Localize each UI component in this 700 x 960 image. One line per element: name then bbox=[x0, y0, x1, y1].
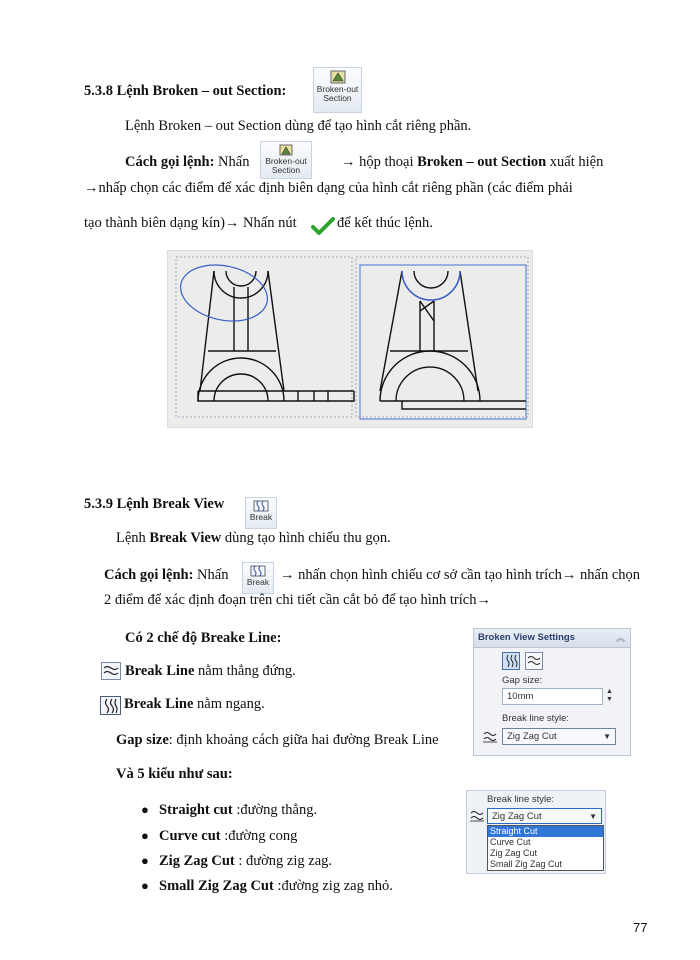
checkmark-icon[interactable] bbox=[311, 216, 335, 236]
option-zig-zag-cut[interactable]: Zig Zag Cut bbox=[490, 848, 538, 858]
section-538-call-rest: → hộp thoại Broken – out Section xuất hiện bbox=[341, 154, 604, 170]
gap-size-input[interactable]: 10mm bbox=[502, 688, 603, 705]
broken-out-section-figure bbox=[167, 250, 533, 428]
list-item-curve-cut: Curve cut :đường cong bbox=[159, 828, 298, 844]
break-toolbar-button[interactable]: Break bbox=[245, 497, 277, 529]
break-line-style-icon bbox=[469, 808, 485, 824]
section-538-call: Cách gọi lệnh: Nhấn bbox=[125, 154, 250, 170]
panel-header: Broken View Settings ︽ bbox=[474, 629, 630, 648]
list-item-straight-cut: Straight cut :đường thẳng. bbox=[159, 802, 318, 818]
chevron-down-icon: ▼ bbox=[603, 732, 611, 741]
broken-out-section-icon bbox=[330, 70, 346, 84]
break-view-icon bbox=[250, 565, 266, 577]
bullet: ● bbox=[141, 828, 149, 843]
break-line-vertical-icon[interactable] bbox=[101, 662, 121, 680]
mode-2: Break Line nằm ngang. bbox=[124, 696, 265, 712]
option-curve-cut[interactable]: Curve Cut bbox=[490, 837, 531, 847]
break-view-icon bbox=[253, 500, 269, 512]
bullet: ● bbox=[141, 878, 149, 893]
section-539-heading: 5.3.9 Lệnh Break View bbox=[84, 496, 225, 512]
collapse-icon[interactable]: ︽ bbox=[615, 633, 625, 643]
break-line-style-select-open[interactable]: Zig Zag Cut ▼ bbox=[487, 808, 602, 824]
gap-size-text: Gap size: định khoảng cách giữa hai đường Break Line bbox=[116, 732, 439, 748]
broken-out-section-toolbar-button-inline[interactable]: Broken-out Section bbox=[260, 141, 312, 179]
break-line-horizontal-toggle[interactable] bbox=[502, 652, 520, 670]
chevron-down-icon: ▼ bbox=[589, 812, 597, 821]
break-line-vertical-toggle[interactable] bbox=[525, 652, 543, 670]
cad-drawing bbox=[168, 251, 532, 427]
styles-heading: Và 5 kiểu như sau: bbox=[116, 766, 233, 782]
section-538-heading: 5.3.8 Lệnh Broken – out Section: bbox=[84, 83, 287, 99]
break-line-horizontal-icon[interactable] bbox=[100, 696, 121, 715]
break-line-style-dropdown-panel: Break line style: Zig Zag Cut ▼ Straight Cut Curve Cut Zig Zag Cut Small Zig Zag Cut bbox=[466, 790, 606, 874]
bullet: ● bbox=[141, 802, 149, 817]
section-538-line3: tạo thành biên dạng kín)→ Nhấn nút bbox=[84, 215, 297, 231]
list-item-small-zig-zag-cut: Small Zig Zag Cut :đường zig zag nhỏ. bbox=[159, 878, 393, 894]
option-small-zig-zag-cut[interactable]: Small Zig Zag Cut bbox=[490, 859, 563, 869]
section-539-line2: 2 điểm để xác định đoạn trên chi tiết cần cắt bỏ để tạo hình trích→ bbox=[104, 592, 491, 608]
bullet: ● bbox=[141, 853, 149, 868]
dropdown-options-list bbox=[487, 825, 604, 871]
section-539-call: Cách gọi lệnh: Nhấn bbox=[104, 567, 229, 583]
break-line-style-select[interactable]: Zig Zag Cut ▼ bbox=[502, 728, 616, 745]
section-539-description: Lệnh Break View dùng tạo hình chiếu thu gọn. bbox=[116, 530, 391, 546]
page-number: 77 bbox=[633, 920, 648, 935]
broken-out-section-toolbar-button[interactable]: Broken-out Section bbox=[313, 67, 362, 113]
section-538-line3-end: để kết thúc lệnh. bbox=[337, 215, 433, 231]
option-straight-cut[interactable]: Straight Cut bbox=[488, 826, 603, 837]
section-538-line2: →nhấp chọn các điểm để xác định biên dạng của hình cắt riêng phần (các điểm phải bbox=[84, 180, 573, 196]
list-item-zig-zag-cut: Zig Zag Cut : đường zig zag. bbox=[159, 853, 333, 869]
section-538-description: Lệnh Broken – out Section dùng để tạo hình cắt riêng phần. bbox=[125, 118, 472, 134]
break-toolbar-button-inline[interactable]: Break bbox=[242, 562, 274, 594]
broken-out-section-icon bbox=[279, 144, 293, 156]
break-line-style-icon bbox=[482, 729, 498, 745]
spin-buttons[interactable]: ▲ ▼ bbox=[606, 688, 613, 703]
modes-heading: Có 2 chế độ Breake Line: bbox=[125, 630, 282, 646]
mode-1: Break Line nằm thẳng đứng. bbox=[125, 663, 296, 679]
broken-view-settings-panel: Broken View Settings ︽ Gap size: 10mm ▲ ▼ Break line style: Zig Zag Cut ▼ bbox=[473, 628, 631, 756]
section-539-call-rest: → nhấn chọn hình chiếu cơ sở cần tạo hình trích→ nhấn chọn bbox=[280, 567, 641, 583]
